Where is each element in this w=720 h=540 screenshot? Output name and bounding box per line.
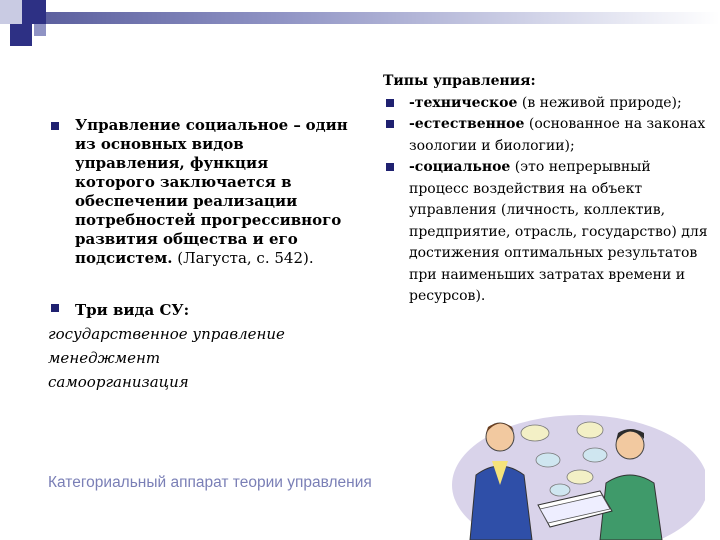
management-types-block — [383, 71, 713, 308]
definition-block — [48, 116, 353, 268]
types-heading-row — [48, 298, 353, 322]
types-block — [48, 298, 353, 394]
management-type-text: (основанное на законах зоологии и биологии); — [409, 116, 706, 154]
management-type-bold: -техническое — [409, 94, 518, 111]
slide-caption: Категориальный аппарат теории управления — [48, 474, 372, 491]
management-type-item — [383, 157, 713, 308]
square-bullet-icon — [51, 122, 59, 130]
corner-square-dark — [22, 0, 46, 24]
square-bullet-icon — [386, 120, 394, 128]
corner-square-small — [34, 24, 46, 36]
header-gradient-bar — [40, 12, 720, 24]
management-type-text: (это непрерывный процесс воздействия на объект управления (личность, коллектив, предприятие, отрасль, государство) для достижения оптимальных результатов при наименьших затратах времени и ресурсов). — [409, 159, 708, 304]
management-type-item — [383, 93, 713, 115]
definition-citation: (Лагуста, с. 542). — [177, 249, 314, 267]
management-type-item — [383, 114, 713, 157]
type-item: самоорганизация — [48, 373, 189, 391]
management-type-bold: -социальное — [409, 159, 511, 175]
management-types-heading: Типы управления: — [383, 73, 536, 89]
definition-item — [48, 116, 353, 268]
square-bullet-icon — [386, 163, 394, 171]
management-type-bold: -естественное — [409, 116, 525, 132]
people-conversation-illustration — [440, 405, 705, 540]
square-bullet-icon — [386, 99, 394, 107]
type-item: менеджмент — [48, 349, 161, 367]
definition-bold: Управление социальное – — [75, 116, 301, 134]
corner-square-dark-lower — [10, 24, 32, 46]
corner-square-light — [0, 0, 24, 24]
square-bullet-icon — [51, 304, 59, 312]
type-item: государственное управление — [48, 325, 285, 343]
definition-text: один из основных видов управления, функция которого заключается в обеспечении реализации потребностей прогрессивного развития общества и его подсистем. — [75, 116, 348, 267]
types-heading: Три вида СУ: — [75, 301, 190, 319]
management-type-text: (в неживой природе); — [517, 94, 682, 111]
